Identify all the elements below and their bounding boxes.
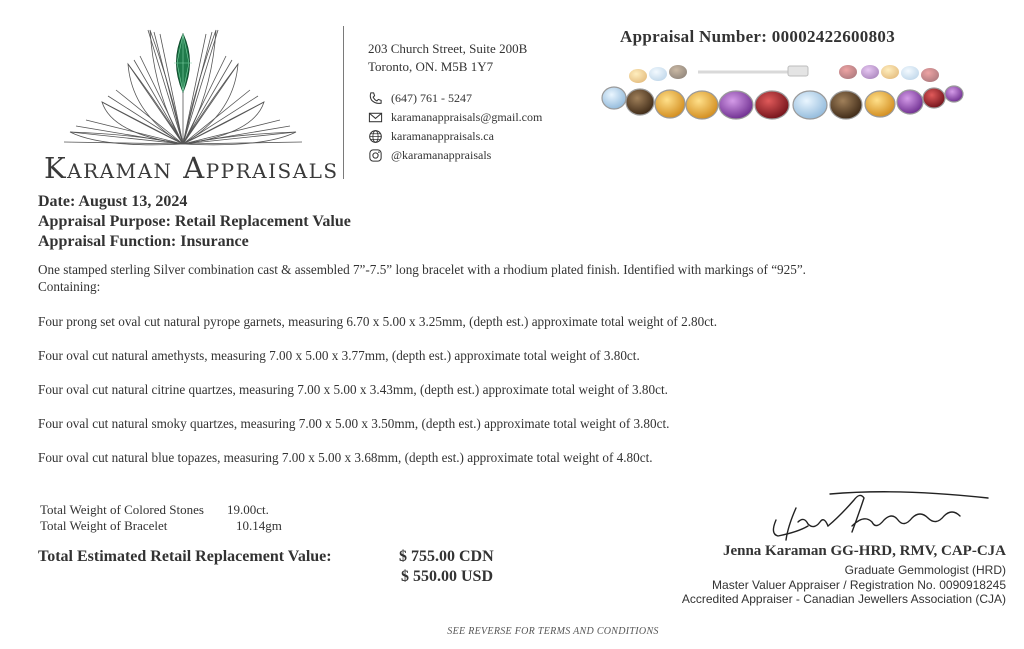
appraiser-name: Jenna Karaman GG-HRD, RMV, CAP-CJA — [722, 543, 1006, 559]
appraiser-accreditation: Accredited Appraiser - Canadian Jewellers Association (CJA) — [681, 592, 1006, 606]
retail-value-label: Total Estimated Retail Replacement Value: — [38, 548, 332, 565]
appraisal-purpose: Appraisal Purpose: Retail Replacement Value — [38, 213, 351, 230]
email-row — [368, 108, 542, 126]
website-row — [368, 127, 494, 145]
appraiser-registration: Master Valuer Appraiser / Registration No. 0090918245 — [712, 578, 1006, 592]
item-description: One stamped sterling Silver combination cast & assembled 7”-7.5” long bracelet with a rhodium plated finish. Identified with markings of “925”. — [38, 262, 806, 277]
bracelet-weight-label: Total Weight of Bracelet — [40, 518, 168, 533]
instagram-icon — [368, 148, 383, 163]
bracelet-weight-value: 10.14gm — [236, 518, 282, 533]
brand-name: Karaman Appraisals — [44, 151, 339, 185]
appraisal-function: Appraisal Function: Insurance — [38, 233, 249, 250]
bracelet-photo — [598, 60, 970, 132]
phone-row — [368, 89, 472, 107]
stone-entry-citrine: Four oval cut natural citrine quartzes, measuring 7.00 x 5.00 x 3.43mm, (depth est.) approximate total weight of 3.80ct. — [38, 382, 668, 397]
envelope-icon — [368, 110, 383, 125]
appraisal-date: Date: August 13, 2024 — [38, 193, 188, 210]
stone-entry-blue-topaz: Four oval cut natural blue topazes, measuring 7.00 x 5.00 x 3.68mm, (depth est.) approximate total weight of 4.80ct. — [38, 450, 653, 465]
stone-entry-smoky-quartz: Four oval cut natural smoky quartzes, measuring 7.00 x 5.00 x 3.50mm, (depth est.) approximate total weight of 3.80ct. — [38, 416, 670, 431]
globe-icon — [368, 129, 383, 144]
instagram-text: @karamanappraisals — [391, 147, 492, 162]
website-text: karamanappraisals.ca — [391, 128, 494, 143]
appraiser-title: Graduate Gemmologist (HRD) — [844, 563, 1006, 577]
colored-stones-total-label: Total Weight of Colored Stones — [40, 502, 204, 517]
appraiser-signature — [768, 486, 993, 548]
email-text: karamanappraisals@gmail.com — [391, 109, 543, 124]
retail-value-usd: $ 550.00 USD — [401, 568, 494, 585]
colored-stones-total-value: 19.00ct. — [227, 502, 269, 517]
logo-emblem — [62, 24, 304, 154]
stone-entry-amethyst: Four oval cut natural amethysts, measuring 7.00 x 5.00 x 3.77mm, (depth est.) approximate total weight of 3.80ct. — [38, 348, 640, 363]
phone-icon — [368, 91, 383, 106]
address-line1: 203 Church Street, Suite 200B — [368, 41, 528, 56]
stone-entry-garnet: Four prong set oval cut natural pyrope garnets, measuring 6.70 x 5.00 x 3.25mm, (depth est.) approximate total weight of 2.80ct. — [38, 314, 718, 329]
instagram-row — [368, 146, 491, 164]
retail-value-cdn: $ 755.00 CDN — [399, 548, 494, 565]
header-divider — [343, 26, 344, 179]
containing-label: Containing: — [38, 279, 101, 294]
emerald-gem-icon — [174, 34, 192, 92]
appraisal-number: Appraisal Number: 00002422600803 — [620, 27, 895, 46]
address-line2: Toronto, ON. M5B 1Y7 — [368, 59, 494, 74]
phone-text: (647) 761 - 5247 — [391, 90, 472, 105]
terms-footer-note: SEE REVERSE FOR TERMS AND CONDITIONS — [447, 626, 659, 637]
